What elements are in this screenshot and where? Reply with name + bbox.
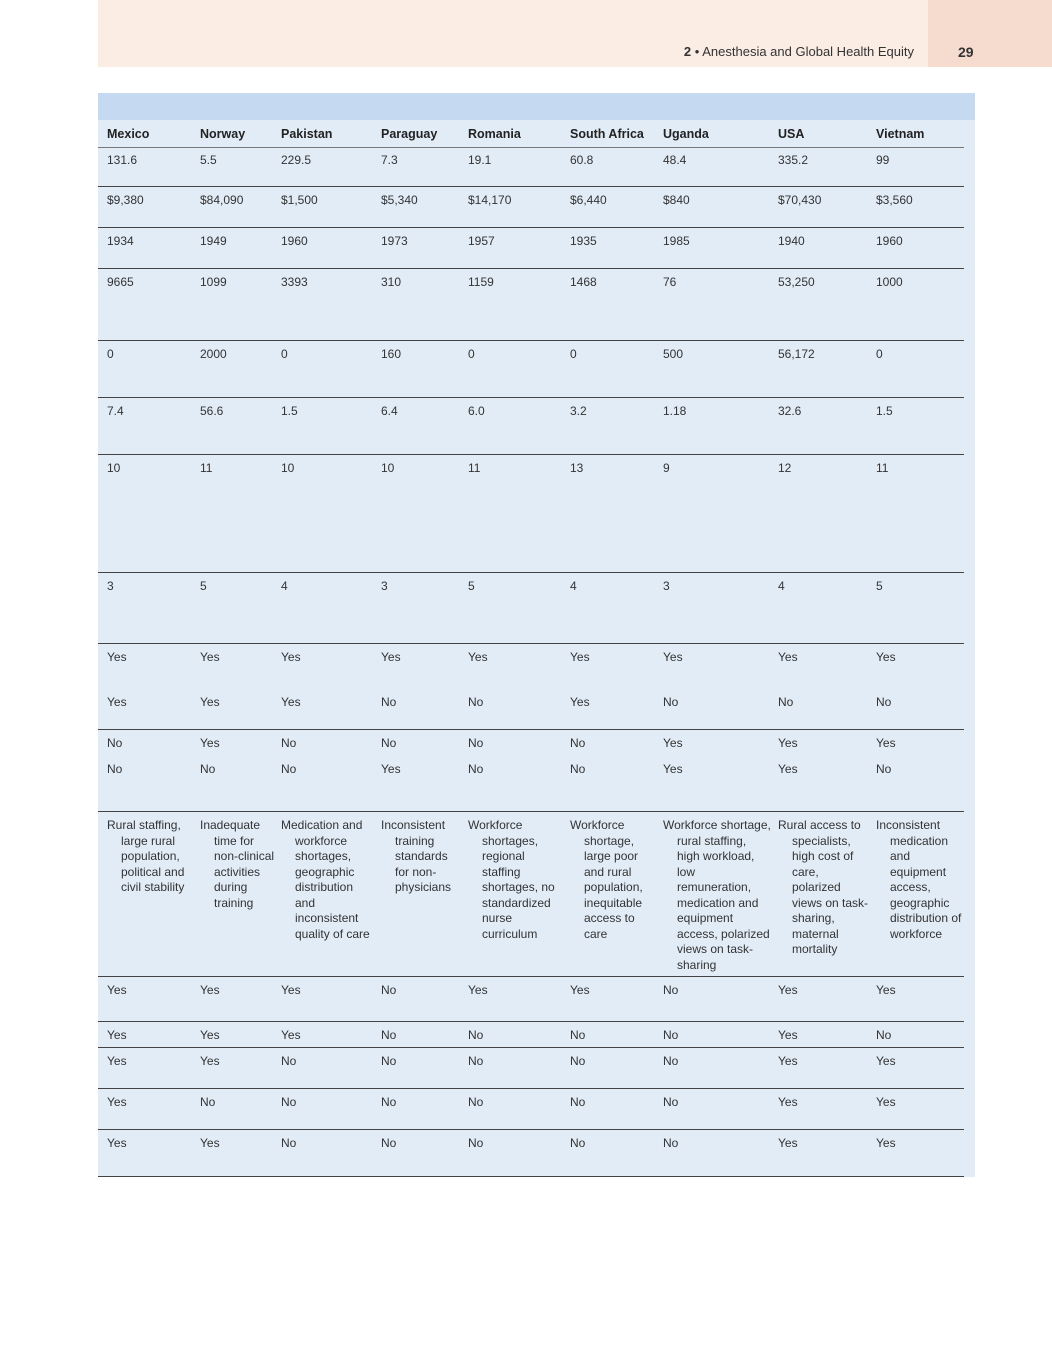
table-row bbox=[98, 1022, 964, 1048]
table-cell: No bbox=[468, 736, 484, 750]
table-cell: $6,440 bbox=[570, 193, 607, 207]
table-cell: 1935 bbox=[570, 234, 597, 248]
table-cell: Workforce shortages, regional staffing shortages, no standardized nurse curriculum bbox=[468, 818, 555, 941]
table-cell: 7.3 bbox=[381, 153, 398, 167]
table-cell: 10 bbox=[381, 461, 395, 475]
table-cell: Rural staffing, large rural population, political and civil stability bbox=[107, 818, 185, 894]
table-cell: Yes bbox=[570, 983, 590, 997]
table-cell: 1934 bbox=[107, 234, 134, 248]
table-cell: 1985 bbox=[663, 234, 690, 248]
table-cell: 4 bbox=[281, 579, 288, 593]
table-cell: No bbox=[663, 1095, 679, 1109]
table-cell: No bbox=[570, 1136, 586, 1150]
table-cell: 160 bbox=[381, 347, 402, 361]
table-top-bar bbox=[98, 93, 975, 120]
table-cell: 0 bbox=[107, 347, 114, 361]
column-header-romania: Romania bbox=[468, 127, 521, 141]
table-cell: No bbox=[468, 1136, 484, 1150]
column-header-norway: Norway bbox=[200, 127, 246, 141]
table-cell: No bbox=[468, 1095, 484, 1109]
table-cell: Yes bbox=[876, 736, 896, 750]
column-header-pakistan: Pakistan bbox=[281, 127, 333, 141]
table-cell: Yes bbox=[778, 762, 798, 776]
table-cell: Yes bbox=[200, 650, 220, 664]
table-cell: 1960 bbox=[876, 234, 903, 248]
table-cell: Yes bbox=[281, 650, 301, 664]
table-cell: No bbox=[876, 695, 892, 709]
page-number-box bbox=[928, 0, 1052, 67]
country-comparison-table bbox=[98, 93, 975, 1177]
table-cell: No bbox=[381, 736, 397, 750]
table-cell: No bbox=[663, 1054, 679, 1068]
column-header-usa: USA bbox=[778, 127, 805, 141]
table-cell: No bbox=[468, 1028, 484, 1042]
header-bullet: • bbox=[694, 44, 700, 59]
table-cell: 56.6 bbox=[200, 404, 224, 418]
table-cell: 1960 bbox=[281, 234, 308, 248]
table-cell: 3393 bbox=[281, 275, 308, 289]
table-cell: 48.4 bbox=[663, 153, 687, 167]
table-cell: 5 bbox=[468, 579, 475, 593]
table-cell: 5.5 bbox=[200, 153, 217, 167]
table-cell: No bbox=[876, 762, 892, 776]
table-cell: 32.6 bbox=[778, 404, 802, 418]
table-cell: 4 bbox=[778, 579, 785, 593]
table-cell: Yes bbox=[200, 1136, 220, 1150]
table-cell: No bbox=[778, 695, 794, 709]
table-cell: 19.1 bbox=[468, 153, 492, 167]
table-cell: Yes bbox=[663, 736, 683, 750]
table-cell: 1.5 bbox=[281, 404, 298, 418]
table-cell: Yes bbox=[876, 650, 896, 664]
table-cell: Yes bbox=[778, 1054, 798, 1068]
table-cell: 5 bbox=[876, 579, 883, 593]
table-cell: No bbox=[200, 1095, 216, 1109]
table-cell: 0 bbox=[281, 347, 288, 361]
table-cell: No bbox=[281, 1136, 297, 1150]
table-cell: Yes bbox=[381, 650, 401, 664]
running-header bbox=[98, 0, 928, 67]
table-cell: 0 bbox=[570, 347, 577, 361]
table-cell: No bbox=[281, 762, 297, 776]
table-cell: Yes bbox=[200, 736, 220, 750]
table-cell: Yes bbox=[281, 983, 301, 997]
table-row bbox=[98, 228, 964, 269]
table-cell: $840 bbox=[663, 193, 690, 207]
table-cell: Workforce shortage, large poor and rural population, inequitable access to care bbox=[570, 818, 643, 941]
column-header-uganda: Uganda bbox=[663, 127, 709, 141]
table-cell: 500 bbox=[663, 347, 684, 361]
table-cell: Yes bbox=[200, 1028, 220, 1042]
table-cell: No bbox=[570, 1054, 586, 1068]
table-cell: 5 bbox=[200, 579, 207, 593]
table-cell: Yes bbox=[778, 650, 798, 664]
table-cell: Yes bbox=[107, 1095, 127, 1109]
table-cell: No bbox=[663, 1028, 679, 1042]
table-cell: 7.4 bbox=[107, 404, 124, 418]
table-cell: 1159 bbox=[468, 275, 494, 289]
column-header-row bbox=[98, 120, 964, 148]
table-cell: Yes bbox=[107, 1136, 127, 1150]
table-cell: No bbox=[381, 1028, 397, 1042]
table-cell: No bbox=[570, 1028, 586, 1042]
table-cell: 3 bbox=[381, 579, 388, 593]
table-cell: $9,380 bbox=[107, 193, 144, 207]
table-cell: 56,172 bbox=[778, 347, 815, 361]
table-cell: 0 bbox=[468, 347, 475, 361]
chapter-title: Anesthesia and Global Health Equity bbox=[702, 44, 914, 59]
table-cell: No bbox=[381, 1054, 397, 1068]
table-cell: 99 bbox=[876, 153, 890, 167]
table-row bbox=[98, 644, 964, 688]
table-cell: 335.2 bbox=[778, 153, 809, 167]
table-cell: 1468 bbox=[570, 275, 597, 289]
table-cell: 1.5 bbox=[876, 404, 893, 418]
table-cell: Yes bbox=[468, 983, 488, 997]
table-cell: No bbox=[107, 762, 123, 776]
table-cell: 131.6 bbox=[107, 153, 138, 167]
table-cell: No bbox=[876, 1028, 892, 1042]
table-row bbox=[98, 187, 964, 228]
table-cell: Yes bbox=[778, 1028, 798, 1042]
table-cell: 9665 bbox=[107, 275, 134, 289]
table-cell: 11 bbox=[876, 461, 889, 475]
table-row bbox=[98, 341, 964, 398]
table-cell: 12 bbox=[778, 461, 792, 475]
table-cell: Yes bbox=[876, 1095, 896, 1109]
table-cell: 310 bbox=[381, 275, 402, 289]
table-cell: No bbox=[281, 736, 297, 750]
table-cell: 6.0 bbox=[468, 404, 485, 418]
table-cell: No bbox=[381, 695, 397, 709]
table-cell: Yes bbox=[200, 983, 220, 997]
table-cell: 9 bbox=[663, 461, 670, 475]
table-cell: Yes bbox=[663, 762, 683, 776]
table-cell: Yes bbox=[200, 1054, 220, 1068]
page-number: 29 bbox=[958, 44, 974, 60]
table-cell: No bbox=[663, 1136, 679, 1150]
table-cell: Medication and workforce shortages, geographic distribution and inconsistent quality of care bbox=[281, 818, 370, 941]
table-cell: No bbox=[281, 1095, 297, 1109]
table-cell: Rural access to specialists, high cost of care, polarized views on task-sharing, maternal mortality bbox=[778, 818, 869, 956]
table-cell: $14,170 bbox=[468, 193, 512, 207]
table-cell: Yes bbox=[200, 695, 220, 709]
table-cell: Yes bbox=[107, 1028, 127, 1042]
column-header-south-africa: South Africa bbox=[570, 127, 644, 141]
table-row bbox=[98, 730, 964, 755]
table-cell: Yes bbox=[876, 983, 896, 997]
table-cell: 11 bbox=[468, 461, 481, 475]
table-cell: Inconsistent training standards for non-physicians bbox=[381, 818, 452, 894]
table-cell: No bbox=[468, 695, 484, 709]
column-header-mexico: Mexico bbox=[107, 127, 150, 141]
table-row bbox=[98, 455, 964, 573]
column-header-vietnam: Vietnam bbox=[876, 127, 925, 141]
table-cell: No bbox=[381, 1095, 397, 1109]
table-cell: No bbox=[663, 695, 679, 709]
table-row bbox=[98, 812, 964, 977]
table-cell: 1940 bbox=[778, 234, 805, 248]
table-cell: No bbox=[468, 762, 484, 776]
table-cell: 3 bbox=[663, 579, 670, 593]
table-cell: Workforce shortage, rural staffing, high workload, low remuneration, medication and equipment access, polarized views on task-sharing bbox=[663, 818, 771, 972]
table-row bbox=[98, 573, 964, 644]
table-cell: Yes bbox=[876, 1054, 896, 1068]
table-cell: 1000 bbox=[876, 275, 903, 289]
table-cell: $70,430 bbox=[778, 193, 822, 207]
table-cell: No bbox=[381, 1136, 397, 1150]
table-cell: No bbox=[570, 736, 586, 750]
table-cell: Yes bbox=[107, 1054, 127, 1068]
table-cell: Yes bbox=[876, 1136, 896, 1150]
table-cell: Yes bbox=[778, 983, 798, 997]
table-cell: Yes bbox=[281, 695, 301, 709]
table-cell: Yes bbox=[778, 1095, 798, 1109]
table-cell: 10 bbox=[107, 461, 121, 475]
table-cell: No bbox=[381, 983, 397, 997]
table-cell: 1949 bbox=[200, 234, 227, 248]
table-cell: Yes bbox=[778, 1136, 798, 1150]
table-cell: 60.8 bbox=[570, 153, 594, 167]
table-cell: 3 bbox=[107, 579, 114, 593]
table-cell: No bbox=[200, 762, 216, 776]
table-cell: No bbox=[281, 1054, 297, 1068]
table-cell: Yes bbox=[570, 695, 590, 709]
table-cell: Yes bbox=[107, 650, 127, 664]
table-row bbox=[98, 1048, 964, 1089]
table-cell: Inadequate time for non-clinical activities during training bbox=[200, 818, 275, 910]
table-cell: 1.18 bbox=[663, 404, 687, 418]
table-cell: 1957 bbox=[468, 234, 495, 248]
table-cell: 13 bbox=[570, 461, 584, 475]
table-cell: 229.5 bbox=[281, 153, 312, 167]
table-cell: 1099 bbox=[200, 275, 227, 289]
table-row bbox=[98, 756, 964, 812]
table-cell: Yes bbox=[107, 695, 127, 709]
table-cell: Yes bbox=[570, 650, 590, 664]
table-cell: Yes bbox=[381, 762, 401, 776]
table-cell: 3.2 bbox=[570, 404, 587, 418]
table-row bbox=[98, 398, 964, 455]
table-cell: Inconsistent medication and equipment access, geographic distribution of workforce bbox=[876, 818, 962, 941]
table-cell: $84,090 bbox=[200, 193, 244, 207]
table-cell: No bbox=[663, 983, 679, 997]
table-cell: 11 bbox=[200, 461, 213, 475]
table-row bbox=[98, 269, 964, 341]
table-cell: Yes bbox=[281, 1028, 301, 1042]
table-cell: $3,560 bbox=[876, 193, 913, 207]
table-cell: 1973 bbox=[381, 234, 408, 248]
table-cell: No bbox=[107, 736, 123, 750]
table-row bbox=[98, 977, 964, 1022]
table-row bbox=[98, 689, 964, 730]
table-cell: No bbox=[468, 1054, 484, 1068]
table-cell: Yes bbox=[778, 736, 798, 750]
header-text bbox=[684, 44, 914, 59]
table-cell: Yes bbox=[468, 650, 488, 664]
table-cell: No bbox=[570, 762, 586, 776]
table-cell: 10 bbox=[281, 461, 295, 475]
table-cell: $5,340 bbox=[381, 193, 418, 207]
table-cell: 76 bbox=[663, 275, 677, 289]
column-header-paraguay: Paraguay bbox=[381, 127, 438, 141]
table-cell: 2000 bbox=[200, 347, 227, 361]
table-cell: 53,250 bbox=[778, 275, 815, 289]
table-cell: 4 bbox=[570, 579, 577, 593]
table-cell: 0 bbox=[876, 347, 883, 361]
table-cell: Yes bbox=[107, 983, 127, 997]
table-cell: 6.4 bbox=[381, 404, 398, 418]
table-cell: $1,500 bbox=[281, 193, 318, 207]
table-row bbox=[98, 147, 964, 187]
chapter-number: 2 bbox=[683, 44, 692, 59]
table-row bbox=[98, 1089, 964, 1130]
table-row bbox=[98, 1130, 964, 1177]
table-cell: Yes bbox=[663, 650, 683, 664]
table-cell: No bbox=[570, 1095, 586, 1109]
